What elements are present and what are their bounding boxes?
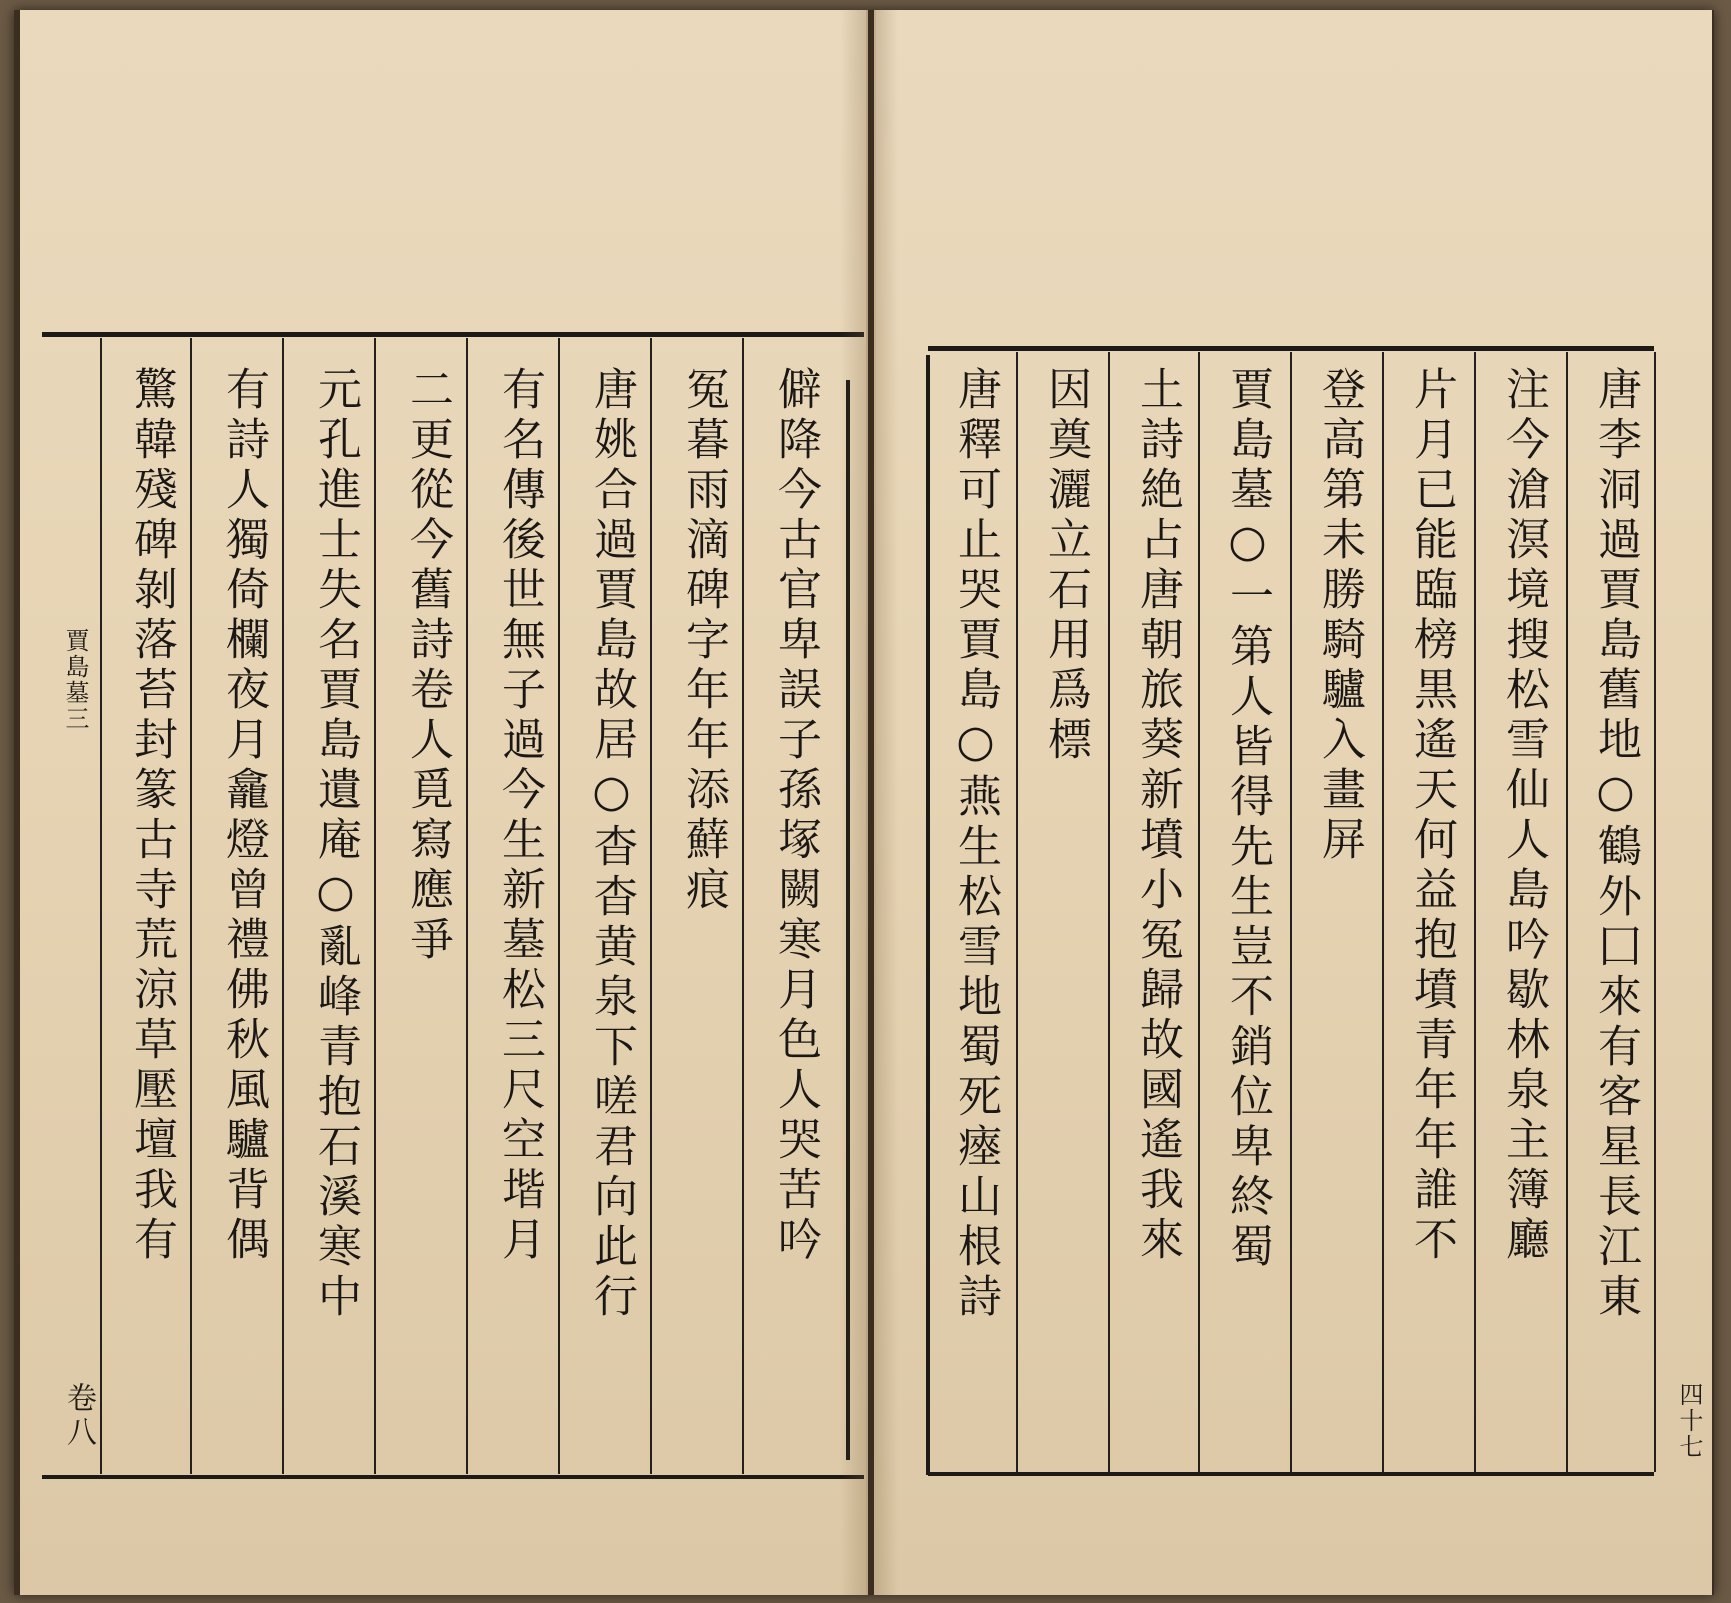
text-column: 僻降今古官卑誤子孫塚闕寒月色人哭苦吟 xyxy=(770,366,821,1266)
text-column: 注今滄溟境搜松雪仙人島吟歇林泉主簿廳 xyxy=(1498,366,1549,1266)
text-column: 二更從今舊詩卷人覓寫應爭 xyxy=(402,366,453,966)
text-column: 元孔進士失名賈島遺庵○亂峰青抱石溪寒中 xyxy=(310,366,361,1323)
right-inner-border xyxy=(926,355,930,1475)
page-number: 四十七 xyxy=(1675,1382,1703,1460)
right-column-divider xyxy=(1016,352,1018,1472)
book-spread xyxy=(14,10,1714,1595)
right-column-divider xyxy=(1108,352,1110,1472)
margin-volume: 卷八 xyxy=(61,1382,96,1450)
left-column-divider xyxy=(374,338,376,1474)
margin-title: 賈島墓三 xyxy=(61,628,89,732)
left-column-divider xyxy=(558,338,560,1474)
text-column: 冤暮雨滴碑字年年添蘚痕 xyxy=(678,366,729,916)
right-column-divider xyxy=(1198,352,1200,1472)
left-bottom-rule xyxy=(42,1475,864,1479)
left-column-divider xyxy=(742,338,744,1474)
left-page xyxy=(20,10,868,1595)
right-column-divider xyxy=(1474,352,1476,1472)
left-column-divider xyxy=(190,338,192,1474)
text-column: 登高第未勝騎驢入畫屏 xyxy=(1314,366,1365,866)
text-column: 唐李洞過賈島舊地○鶴外囗來有客星長江東 xyxy=(1590,366,1641,1323)
right-column-divider xyxy=(1290,352,1292,1472)
text-column: 土詩絶占唐朝旅葵新墳小冤歸故國遙我來 xyxy=(1132,366,1183,1266)
text-column: 驚韓殘碑剝落苔封篆古寺荒涼草壓壇我有 xyxy=(126,366,177,1266)
right-column-divider xyxy=(1654,352,1656,1472)
text-column: 有名傳後世無子過今生新墓松三尺空堦月 xyxy=(494,366,545,1266)
left-column-divider xyxy=(100,338,102,1474)
text-column: 唐姚合過賈島故居○杳杳黄泉下嗟君向此行 xyxy=(586,366,637,1323)
text-column: 因奠灑立石用爲標 xyxy=(1040,366,1091,766)
text-column: 賈島墓○一第人皆得先生豈不銷位卑終蜀 xyxy=(1222,366,1273,1273)
right-top-rule xyxy=(928,346,1654,351)
left-top-rule xyxy=(42,332,864,337)
left-column-divider xyxy=(466,338,468,1474)
right-column-divider xyxy=(1566,352,1568,1472)
text-column: 唐釋可止哭賈島○燕生松雪地蜀死瘞山根詩 xyxy=(950,366,1001,1323)
right-bottom-rule xyxy=(928,1472,1654,1476)
left-inner-border xyxy=(846,380,850,1460)
text-column: 片月已能臨榜黒遙天何益抱墳青年年誰不 xyxy=(1406,366,1457,1266)
right-page xyxy=(874,10,1712,1595)
text-column: 有詩人獨倚欄夜月龕燈曾禮佛秋風驢背偶 xyxy=(218,366,269,1266)
right-column-divider xyxy=(1382,352,1384,1472)
left-column-divider xyxy=(650,338,652,1474)
left-column-divider xyxy=(282,338,284,1474)
